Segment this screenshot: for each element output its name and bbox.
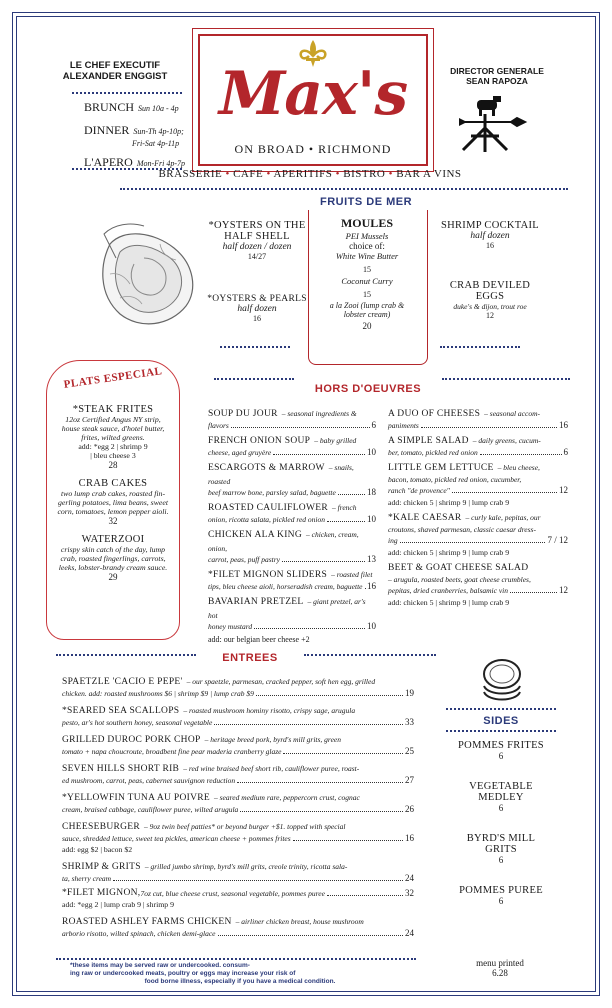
item-desc: – snails, roasted — [208, 463, 354, 486]
divider — [214, 378, 294, 380]
item-price: 27 — [405, 775, 414, 785]
item-line — [62, 859, 414, 873]
item-name: SHRIMP & GRITS — [62, 862, 141, 872]
divider — [120, 188, 568, 190]
item-desc: ranch "de provence" — [388, 486, 450, 495]
item-desc: – seared medium rare, peppercorn crust, cognac — [213, 793, 360, 802]
divider — [440, 346, 520, 348]
weathervane-icon — [455, 92, 535, 154]
hors-left-addon: add: our belgian beer cheese +2 — [208, 635, 310, 644]
item-line — [388, 535, 568, 546]
hors-right-item — [388, 460, 568, 508]
item-line — [388, 560, 568, 574]
item-desc: – grilled jumbo shrimp, byrd's mill grits, creole trinity, ricotta sala- — [144, 862, 348, 871]
item-line — [388, 485, 568, 496]
item-addon: add: chicken 5 | shrimp 9 | lump crab 9 — [388, 498, 510, 507]
entree-item — [62, 703, 414, 728]
item-price: 16 — [559, 420, 568, 430]
dot-leader — [293, 840, 403, 841]
logo-text: Max's — [218, 59, 408, 129]
item-name: SEVEN HILLS SHORT RIB — [62, 764, 180, 774]
item-desc: – daily greens, cucum- — [472, 436, 541, 445]
item-desc: ing — [388, 536, 398, 545]
plat-steak-frites: *STEAK FRITES 12oz Certified Angus NY strip, house steak sauce, d'hotel butter, frites, wilted greens. add: *egg 2 | shrimp 9 | bleu cheese 3 28 — [61, 404, 165, 470]
item-desc: paniments — [388, 421, 419, 430]
item-desc: – arugula, roasted beets, goat cheese crumbles, — [388, 575, 531, 584]
hors-left-item — [208, 406, 376, 431]
item-price: 32 — [405, 888, 414, 898]
item-name: A DUO OF CHEESES — [388, 409, 481, 419]
item-desc: – chicken, cream, onion, — [208, 530, 359, 553]
item-desc: – roasted filet — [331, 570, 373, 579]
hors-right-item — [388, 510, 568, 558]
dot-leader — [231, 427, 370, 428]
divider — [442, 378, 570, 380]
entree-item — [62, 888, 414, 910]
item-name: LITTLE GEM LETTUCE — [388, 463, 494, 473]
divider — [56, 958, 416, 960]
side-pommes-frites: POMMES FRITES 6 — [458, 740, 544, 761]
item-desc: pepitas, dried cranberries, balsamic vin — [388, 586, 508, 595]
item-desc: tomato + napa choucroute, broadbent fine pear maderia cranberry glaze — [62, 747, 282, 756]
item-line — [208, 581, 376, 592]
divider — [56, 654, 196, 656]
item-name: *FILET MIGNON SLIDERS — [208, 570, 328, 580]
oysters-pearls: *OYSTERS & PEARLS half dozen 16 — [207, 294, 307, 323]
item-desc: carrot, peas, puff pastry — [208, 555, 281, 564]
item-line — [208, 406, 376, 420]
item-desc: croutons, shaved parmesan, classic caesar dress- — [388, 525, 536, 534]
item-price: 12 — [559, 585, 568, 595]
plat-crab-cakes: CRAB CAKES two lump crab cakes, roasted fin- gerling potatoes, lima beans, sweet corn, tomatoes, lemon pepper aioli. 32 — [57, 478, 169, 526]
item-name: *SEARED SEA SCALLOPS — [62, 706, 180, 716]
item-name: ROASTED ASHLEY FARMS CHICKEN — [62, 917, 232, 927]
dot-leader — [256, 695, 403, 696]
item-line — [62, 746, 414, 757]
dot-leader — [273, 454, 365, 455]
item-line — [62, 804, 414, 815]
item-name: SOUP DU JOUR — [208, 409, 278, 419]
entrees-title: ENTREES — [222, 652, 278, 664]
item-line — [62, 717, 414, 728]
item-price: 18 — [367, 487, 376, 497]
item-price: 6 — [371, 420, 376, 430]
item-line — [388, 474, 568, 485]
hors-doeuvres-title: HORS D'OEUVRES — [314, 383, 422, 395]
item-price: 6 — [563, 447, 568, 457]
item-price: 16 — [405, 833, 414, 843]
dot-leader — [237, 782, 403, 783]
item-line — [208, 487, 376, 498]
item-line — [62, 819, 414, 833]
location: ON BROAD • RICHMOND — [234, 142, 392, 156]
item-price: 16 — [367, 581, 376, 591]
dot-leader — [327, 895, 403, 896]
item-line — [388, 433, 568, 447]
divider — [72, 92, 182, 94]
hors-left-item — [208, 567, 376, 592]
plat-waterzooi: WATERZOOI crispy skin catch of the day, lump crab, roasted fingerlings, carrots, leeks, lobster-brandy cream sauce. 29 — [58, 534, 168, 582]
item-price: 26 — [405, 804, 414, 814]
item-desc: – seasonal ingredients & — [281, 409, 357, 418]
shrimp-cocktail: SHRIMP COCKTAIL half dozen 16 — [440, 220, 540, 250]
item-name: *YELLOWFIN TUNA AU POIVRE — [62, 793, 210, 803]
item-price: 24 — [405, 873, 414, 883]
item-addon: add: chicken 5 | shrimp 9 | lump crab 9 — [388, 598, 510, 607]
item-name: CHEESEBURGER — [62, 822, 141, 832]
item-name: GRILLED DUROC PORK CHOP — [62, 735, 201, 745]
item-price: 12 — [559, 485, 568, 495]
item-line — [208, 447, 376, 458]
item-desc: – baby grilled — [314, 436, 357, 445]
dot-leader — [365, 588, 366, 589]
item-line — [62, 833, 414, 844]
item-desc: honey mustard — [208, 622, 253, 631]
item-price: 13 — [367, 554, 376, 564]
item-line — [388, 585, 568, 596]
item-desc: sauce, shredded lettuce, sweet tea pickles, american cheese + pommes frites — [62, 834, 291, 843]
item-desc: ber, tomato, pickled red onion — [388, 448, 478, 457]
hors-left-item — [208, 527, 376, 565]
item-desc: 7oz cut, blue cheese crust, seasonal vegetable, pommes puree — [140, 889, 325, 898]
item-price: 33 — [405, 717, 414, 727]
item-desc: onion, ricotta salata, pickled red onion — [208, 515, 326, 524]
item-price: 19 — [405, 688, 414, 698]
chef-name: ALEXANDER ENGGIST — [62, 71, 168, 82]
dot-leader — [283, 753, 403, 754]
oysters-half-shell: *OYSTERS ON THE HALF SHELL half dozen / dozen 14/27 — [208, 220, 306, 261]
item-line — [208, 567, 376, 581]
item-line — [62, 775, 414, 786]
director-block — [432, 66, 562, 86]
sides-title: SIDES — [483, 715, 519, 727]
item-desc: tips, bleu cheese aioli, horseradish cream, baguette — [208, 582, 363, 591]
item-name: ESCARGOTS & MARROW — [208, 463, 325, 473]
side-vegetable-medley: VEGETABLE MEDLEY 6 — [469, 781, 533, 813]
item-desc: arborio risotto, wilted spinach, chicken demi-glace — [62, 929, 216, 938]
item-addon: add: *egg 2 | lump crab 9 | shrimp 9 — [62, 900, 175, 909]
moules: MOULES PEI Mussels choice of: White Wine Butter 15 Coconut Curry 15 a la Zooi (lump crab & lobster cream) 20 — [329, 216, 405, 331]
fruits-de-mer-title: FRUITS DE MER — [319, 196, 413, 208]
item-line — [388, 420, 568, 431]
item-desc: pesto, ar's hot southern honey, seasonal vegetable — [62, 718, 213, 727]
item-line — [208, 514, 376, 525]
hors-left-item — [208, 433, 376, 458]
dot-leader — [400, 542, 546, 543]
dot-leader — [240, 811, 403, 812]
item-name: BAVARIAN PRETZEL — [208, 597, 304, 607]
item-line — [62, 732, 414, 746]
item-desc: cheese, aged gruyère — [208, 448, 272, 457]
side-byrds-mill-grits: BYRD'S MILL GRITS 6 — [466, 833, 536, 865]
item-price: 10 — [367, 621, 376, 631]
director-name: SEAN RAPOZA — [466, 76, 528, 86]
entree-item — [62, 859, 414, 884]
hors-left-item — [208, 460, 376, 498]
item-line — [388, 447, 568, 458]
item-line — [62, 873, 414, 884]
entree-item — [62, 914, 414, 939]
item-name: SPAETZLE 'CACIO E PEPE' — [62, 677, 183, 687]
dot-leader — [480, 454, 562, 455]
dot-leader — [113, 880, 403, 881]
item-line — [208, 527, 376, 554]
hors-right-column — [388, 406, 568, 610]
item-price: 10 — [367, 514, 376, 524]
item-name: ROASTED CAULIFLOWER — [208, 503, 328, 513]
item-name: BEET & GOAT CHEESE SALAD — [388, 563, 529, 573]
item-desc: cream, braised cabbage, cauliflower puree, wilted arugula — [62, 805, 239, 814]
item-line — [388, 524, 568, 535]
hours-dinner: DINNER Sun-Th 4p-10p; — [84, 123, 184, 137]
hours-dinner-2: Fri-Sat 4p-11p — [132, 139, 180, 148]
entree-item — [62, 732, 414, 757]
item-line — [62, 790, 414, 804]
dot-leader — [254, 628, 365, 629]
dot-leader — [510, 592, 557, 593]
item-desc: – roasted mushroom hominy risotto, crispy sage, arugula — [183, 706, 356, 715]
item-desc: – our spaetzle, parmesan, cracked pepper, soft hen egg, grilled — [186, 677, 376, 686]
item-desc: ed mushroom, carrot, peas, cabernet sauvignon reduction — [62, 776, 236, 785]
item-line — [62, 688, 414, 699]
item-desc: – heritage breed pork, byrd's mill grits, green — [204, 735, 341, 744]
item-line — [208, 554, 376, 565]
item-line — [208, 433, 376, 447]
item-desc: – french — [331, 503, 357, 512]
item-line — [388, 510, 568, 524]
plats-especial-title: PLATS ESPECIAL — [62, 365, 164, 391]
item-line — [62, 914, 414, 928]
item-line — [62, 703, 414, 717]
item-line — [388, 460, 568, 474]
item-line — [62, 761, 414, 775]
item-name: *FILET MIGNON, — [62, 888, 141, 898]
item-name: CHICKEN ALA KING — [208, 530, 302, 540]
item-desc: beef marrow bone, parsley salad, baguette — [208, 488, 336, 497]
item-desc: – bleu cheese, — [497, 463, 540, 472]
sides-list — [446, 740, 556, 906]
item-line — [208, 500, 376, 514]
hors-left-item — [208, 594, 376, 632]
item-line — [208, 460, 376, 487]
item-desc: – giant pretzel, ar's hot — [208, 597, 366, 620]
hours-apero: L'APERO Mon-Fri 4p-7p — [84, 155, 186, 169]
item-price: 24 — [405, 928, 414, 938]
item-line — [208, 594, 376, 621]
entree-item — [62, 790, 414, 815]
item-desc: – 9oz twin beef patties* or beyond burger +$1. topped with special — [144, 822, 346, 831]
item-desc: – red wine braised beef short rib, cauliflower puree, roast- — [183, 764, 360, 773]
item-line — [62, 674, 414, 688]
director-title: DIRECTOR GENERALE — [450, 66, 544, 76]
disclaimer: *these items may be served raw or undercooked. consum- ing raw or undercooked meats, poultry or eggs may increase your risk of food borne illness, especially if you have a medical condition. — [70, 962, 336, 985]
divider — [220, 346, 290, 348]
entree-item — [62, 819, 414, 855]
item-line — [62, 888, 414, 899]
item-desc: ta, sherry cream — [62, 874, 112, 883]
item-line — [62, 928, 414, 939]
item-addon: add: chicken 5 | shrimp 9 | lump crab 9 — [388, 548, 510, 557]
hors-left-column — [208, 406, 376, 645]
dot-leader — [452, 492, 557, 493]
item-name: A SIMPLE SALAD — [388, 436, 469, 446]
hours-block — [84, 98, 194, 171]
divider — [446, 730, 556, 732]
oyster-illustration-icon — [90, 214, 202, 332]
hors-right-item — [388, 433, 568, 458]
divider — [446, 708, 556, 710]
item-price: 7 / 12 — [547, 535, 568, 545]
item-desc: – curly kale, pepitas, our — [465, 513, 541, 522]
side-pommes-puree: POMMES PUREE 6 — [459, 885, 543, 906]
menu-printed: menu printed 6.28 — [476, 958, 524, 978]
dot-leader — [327, 521, 365, 522]
chef-block — [40, 60, 190, 82]
item-desc: flavors — [208, 421, 229, 430]
chef-title: LE CHEF EXECUTIF — [69, 60, 161, 71]
item-name: *KALE CAESAR — [388, 513, 462, 523]
item-price: 10 — [367, 447, 376, 457]
crab-deviled-eggs: CRAB DEVILED EGGS duke's & dijon, trout roe 12 — [449, 280, 531, 320]
item-line — [208, 621, 376, 632]
item-line — [388, 574, 568, 585]
divider — [304, 654, 436, 656]
tagline: BRASSERIE • CAFE • APERITIFS • BISTRO • BAR A VINS — [158, 168, 462, 180]
dot-leader — [214, 724, 403, 725]
dot-leader — [421, 427, 557, 428]
entree-item — [62, 761, 414, 786]
item-price: 25 — [405, 746, 414, 756]
item-desc: – seasonal accom- — [484, 409, 540, 418]
item-name: FRENCH ONION SOUP — [208, 436, 311, 446]
plate-icon — [480, 656, 524, 702]
dot-leader — [338, 494, 365, 495]
entrees-list — [62, 674, 414, 943]
item-desc: chicken. add: roasted mushrooms $6 | shrimp $9 | lump crab $9 — [62, 689, 254, 698]
hors-left-item — [208, 500, 376, 525]
hors-right-item — [388, 560, 568, 608]
item-addon: add: egg $2 | bacon $2 — [62, 845, 133, 854]
entree-item — [62, 674, 414, 699]
item-line — [208, 420, 376, 431]
item-desc: – airliner chicken breast, house mushroom — [235, 917, 364, 926]
item-desc: bacon, tomato, pickled red onion, cucumber, — [388, 475, 522, 484]
plats-especial-list — [52, 404, 174, 582]
dot-leader — [218, 935, 403, 936]
logo-box — [198, 34, 428, 166]
hours-brunch: BRUNCH Sun 10a - 4p — [84, 100, 179, 114]
dot-leader — [282, 561, 365, 562]
hors-right-item — [388, 406, 568, 431]
item-line — [388, 406, 568, 420]
